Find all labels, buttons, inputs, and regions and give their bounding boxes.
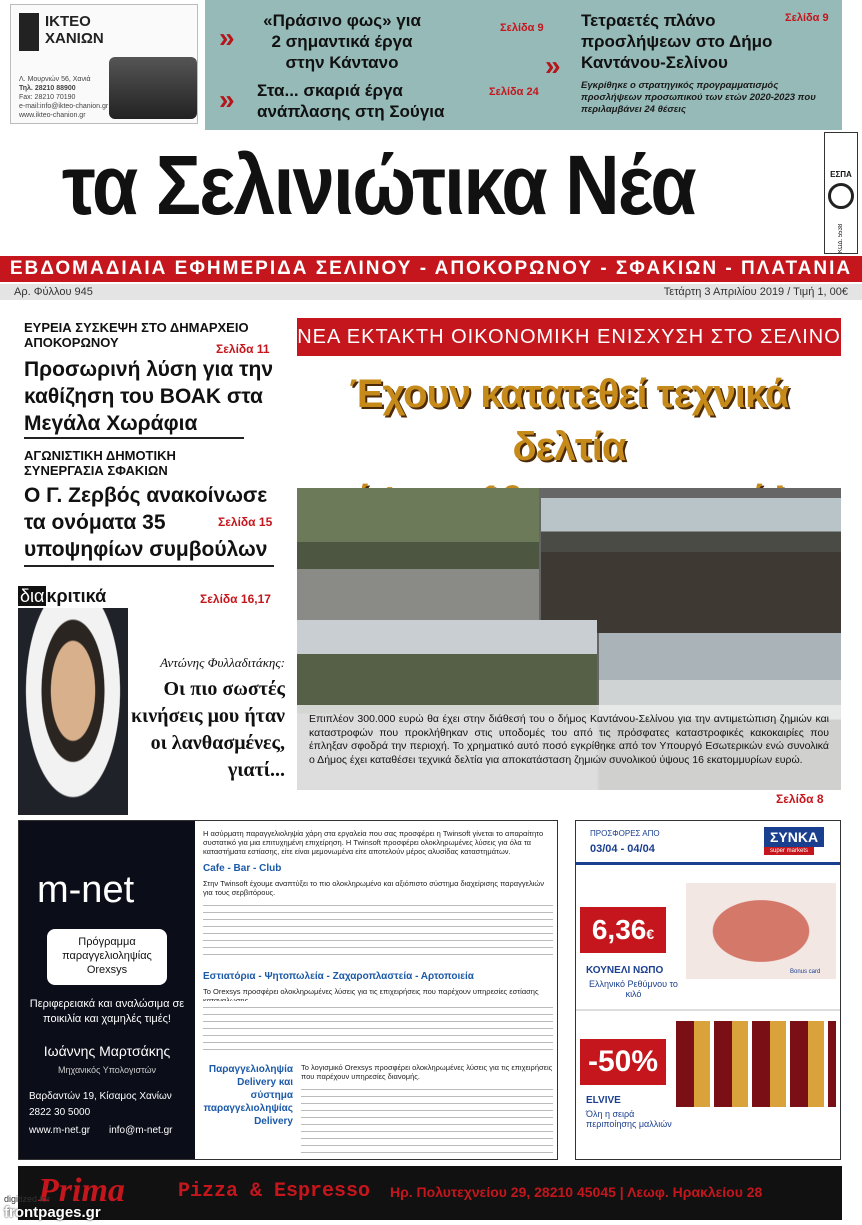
story-2-headline[interactable]: Ο Γ. Ζερβός ανακοίνωσε τα ονόματα 35 υποψηφίων συμβούλων bbox=[24, 484, 268, 561]
ikteo-address: Λ. Μουρνιών 56, Χανιά Τηλ. 28210 88900 Fax: 28210 70190 e-mail:info@ikteo-chanion.gr www.ikteo-chanion.gr bbox=[19, 76, 109, 119]
mnet-sec2-title: Εστιατόρια - Ψητοπωλεία - Ζαχαροπλαστεία - Αρτοποιεία bbox=[203, 971, 474, 982]
ikteo-ad[interactable] bbox=[10, 4, 198, 124]
story-1-headline[interactable]: Προσωρινή λύση για την καθίζηση του ΒΟΑΚ στα Μεγάλα Χωράφια bbox=[24, 358, 274, 435]
elvive-products-image bbox=[676, 1021, 836, 1107]
mnet-web[interactable]: www.m-net.gr bbox=[29, 1125, 91, 1136]
chevron-right-icon: » bbox=[545, 50, 561, 81]
story-2-page: Σελίδα 15 bbox=[218, 515, 273, 529]
teaser-2[interactable]: Στα... σκαριά έργα ανάπλασης στη Σούγια bbox=[257, 81, 445, 121]
teaser-1-page: Σελίδα 9 bbox=[500, 22, 544, 34]
teaser-box bbox=[205, 0, 842, 130]
masthead-title: τα Σελινιώτικα Νέα bbox=[62, 138, 695, 232]
mnet-address: Βαρδαντών 19, Κίσαμος Χανίων bbox=[29, 1091, 172, 1102]
diakritika-quote[interactable]: Οι πιο σωστές κινήσεις μου ήταν οι λανθασμένες, γιατί... bbox=[130, 678, 285, 781]
prima-tagline: Pizza & Espresso bbox=[178, 1180, 371, 1203]
synka-product-desc: Ελληνικό Ρεθύμνου το κιλό bbox=[589, 979, 678, 999]
mnet-logo: m-net bbox=[37, 869, 135, 911]
espa-badge: ΕΣΠΑ ΚΩΔ. 5538 bbox=[824, 132, 858, 254]
diakritika-label: δια κριτικά bbox=[20, 586, 107, 606]
ikteo-logo-icon bbox=[19, 13, 39, 51]
teaser-3-page: Σελίδα 9 bbox=[785, 12, 829, 24]
synka-discount: -50% bbox=[580, 1039, 666, 1085]
diakritika-person: Αντώνης Φυλλαδιτάκης: bbox=[160, 655, 285, 670]
synka-price: 6,36€ bbox=[580, 907, 666, 953]
ikteo-name: ΙΚΤΕΟ ΧΑΝΙΩΝ bbox=[45, 13, 104, 47]
chevron-right-icon: » bbox=[219, 22, 235, 53]
prima-logo: Prima bbox=[38, 1172, 125, 1209]
flood-photo-1 bbox=[297, 488, 539, 623]
mnet-intro: Η ασύρματη παραγγελιοληψία χάρη στα εργαλεία που σας προσφέρει η Twinsoft γίνεται το απαραίτητο συστατικό για μια επιτυχημένη επιχείρηση. Η Twinsoft προσφέρει ολοκληρωμένες λύσεις για όλα τα καταστήματα εστίασης, είτε είναι μεμονωμένα είτε αποτελούν μέρος αλυσίδας καταστημάτων. bbox=[203, 829, 544, 856]
synka-product2-desc: Όλη η σειρά περιποίησης μαλλιών bbox=[586, 1109, 672, 1129]
synka-ad[interactable]: ΠΡΟΣΦΟΡΕΣ ΑΠΟ 03/04 - 04/04 ΣΥΝΚΑ super markets 6,36€ ΚΟΥΝΕΛΙ ΝΩΠΟ Ελληνικό Ρεθύμνου το κιλό Bonus card -50% ELVIVE Όλη η σειρά περιποίησης μαλλιών bbox=[575, 820, 841, 1160]
story-1-page: Σελίδα 11 bbox=[216, 342, 270, 356]
teaser-3-sub: Εγκρίθηκε ο στρατηγικός προγραμματισμός προσλήψεων προσωπικού των ετών 2020-2023 που περιλαμβάνει 24 θέσεις bbox=[581, 80, 816, 115]
prima-address: Ηρ. Πολυτεχνείου 29, 28210 45045 | Λεωφ. Ηρακλείου 28 bbox=[390, 1184, 763, 1200]
issue-date: Τετάρτη 3 Απριλίου 2019 / Τιμή 1, 00€ bbox=[663, 286, 848, 298]
divider bbox=[24, 437, 244, 439]
mnet-sec3-text: Το λογισμικό Orexsys προσφέρει ολοκληρωμένες λύσεις για τις επιχειρήσεις που παρέχουν υπηρεσίες διανομής. bbox=[301, 1063, 553, 1081]
synka-header: ΠΡΟΣΦΟΡΕΣ ΑΠΟ 03/04 - 04/04 ΣΥΝΚΑ super markets bbox=[576, 821, 840, 865]
synka-product: ΚΟΥΝΕΛΙ ΝΩΠΟ bbox=[586, 965, 664, 976]
story-2-kicker: ΑΓΩΝΙΣΤΙΚΗ ΔΗΜΟΤΙΚΗ ΣΥΝΕΡΓΑΣΙΑ ΣΦΑΚΙΩΝ bbox=[24, 448, 176, 478]
synka-product2: ELVIVE bbox=[586, 1095, 621, 1106]
mnet-sec1-title: Cafe - Bar - Club bbox=[203, 863, 282, 874]
divider bbox=[24, 565, 274, 567]
portrait-photo bbox=[18, 608, 128, 815]
stamp-icon bbox=[828, 183, 854, 209]
flood-photo-2 bbox=[541, 498, 841, 633]
rabbit-meat-image bbox=[686, 883, 836, 979]
story-1-kicker: ΕΥΡΕΙΑ ΣΥΣΚΕΨΗ ΣΤΟ ΔΗΜΑΡΧΕΙΟ ΑΠΟΚΟΡΩΝΟΥ bbox=[24, 320, 249, 350]
main-banner: ΝΕΑ ΕΚΤΑΚΤΗ ΟΙΚΟΝΟΜΙΚΗ ΕΝΙΣΧΥΣΗ ΣΤΟ ΣΕΛΙΝΟ bbox=[297, 318, 841, 356]
main-headline[interactable]: Έχουν κατατεθεί τεχνικά δελτία bbox=[349, 372, 789, 469]
watermark-line2[interactable]: frontpages.gr bbox=[4, 1204, 101, 1221]
mnet-email[interactable]: info@m-net.gr bbox=[109, 1125, 173, 1136]
teaser-3[interactable]: Τετραετές πλάνο προσλήψεων στο Δήμο Καντάνου-Σελίνου bbox=[581, 11, 773, 72]
mnet-phone: 2822 30 5000 bbox=[29, 1107, 91, 1118]
diakritika-page: Σελίδα 16,17 bbox=[200, 592, 271, 606]
mnet-tagline: Περιφερειακά και αναλώσιμα σε ποικιλία και χαμηλές τιμές! bbox=[29, 998, 185, 1025]
mnet-role: Μηχανικός Υπολογιστών bbox=[57, 1065, 157, 1075]
chevron-right-icon: » bbox=[219, 84, 235, 115]
divider bbox=[576, 1009, 840, 1011]
mnet-ad[interactable] bbox=[18, 820, 558, 1160]
main-caption: Επιπλέον 300.000 ευρώ θα έχει στην διάθεσή του ο δήμος Καντάνου-Σελίνου για την αντιμετώπιση ζημιών και καταστροφών που προκλήθηκαν στις υποδομές του από τις πρόσφατες καταστροφικές κακοκαιρίες που έπληξαν σφοδρά την περιοχή. Το χρηματικό αυτό ποσό εγκρίθηκε από τον Υπουργό Εσωτερικών ενώ συνολικά ο Δήμος έχει καταθέσει τεχνικά δελτία για αποκατάσταση ζημιών συνολικού ύψους 16 εκατομμυρίων ευρώ. bbox=[297, 705, 841, 790]
mnet-sec3-title: Παραγγελιοληψία Delivery και σύστημα παραγγελιοληψίας Delivery bbox=[203, 1064, 293, 1127]
mnet-sec3-list bbox=[301, 1083, 553, 1153]
mnet-panel bbox=[19, 821, 195, 1159]
synka-logo: ΣΥΝΚΑ bbox=[764, 827, 824, 847]
truck-image bbox=[109, 57, 197, 119]
mnet-sec2-text: Το Orexsys προσφέρει ολοκληρωμένες λύσεις για τις επιχειρήσεις που παρέχουν υπηρεσίες εστίασης bbox=[203, 987, 539, 996]
mnet-sec2-list bbox=[203, 1001, 553, 1053]
mnet-sec1-list bbox=[203, 899, 553, 959]
masthead-subtitle: ΕΒΔΟΜΑΔΙΑΙΑ ΕΦΗΜΕΡΙΔΑ ΣΕΛΙΝΟΥ - ΑΠΟΚΟΡΩΝΟΥ - ΣΦΑΚΙΩΝ - ΠΛΑΤΑΝΙΑ bbox=[0, 256, 862, 282]
main-page: Σελίδα 8 bbox=[776, 792, 824, 806]
mnet-sec1-text: Στην Twinsoft έχουμε αναπτύξει το πιο ολοκληρωμένο και αξιόπιστο σύστημα διαχείρισης παραγγελιών για τους σερβιτόρους. bbox=[203, 879, 544, 897]
mnet-bubble: Πρόγραμμα παραγγελιοληψίας Orexsys bbox=[47, 929, 167, 985]
watermark-line1: digitized for bbox=[4, 1194, 51, 1204]
teaser-1[interactable]: «Πράσινο φως» για 2 σημαντικά έργα στην Κάντανο bbox=[263, 11, 421, 72]
issue-number: Αρ. Φύλλου 945 bbox=[14, 286, 93, 298]
mnet-person: Ιωάννης Μαρτσάκης bbox=[43, 1043, 171, 1059]
prima-ad[interactable] bbox=[18, 1166, 842, 1220]
teaser-2-page: Σελίδα 24 bbox=[489, 86, 539, 98]
